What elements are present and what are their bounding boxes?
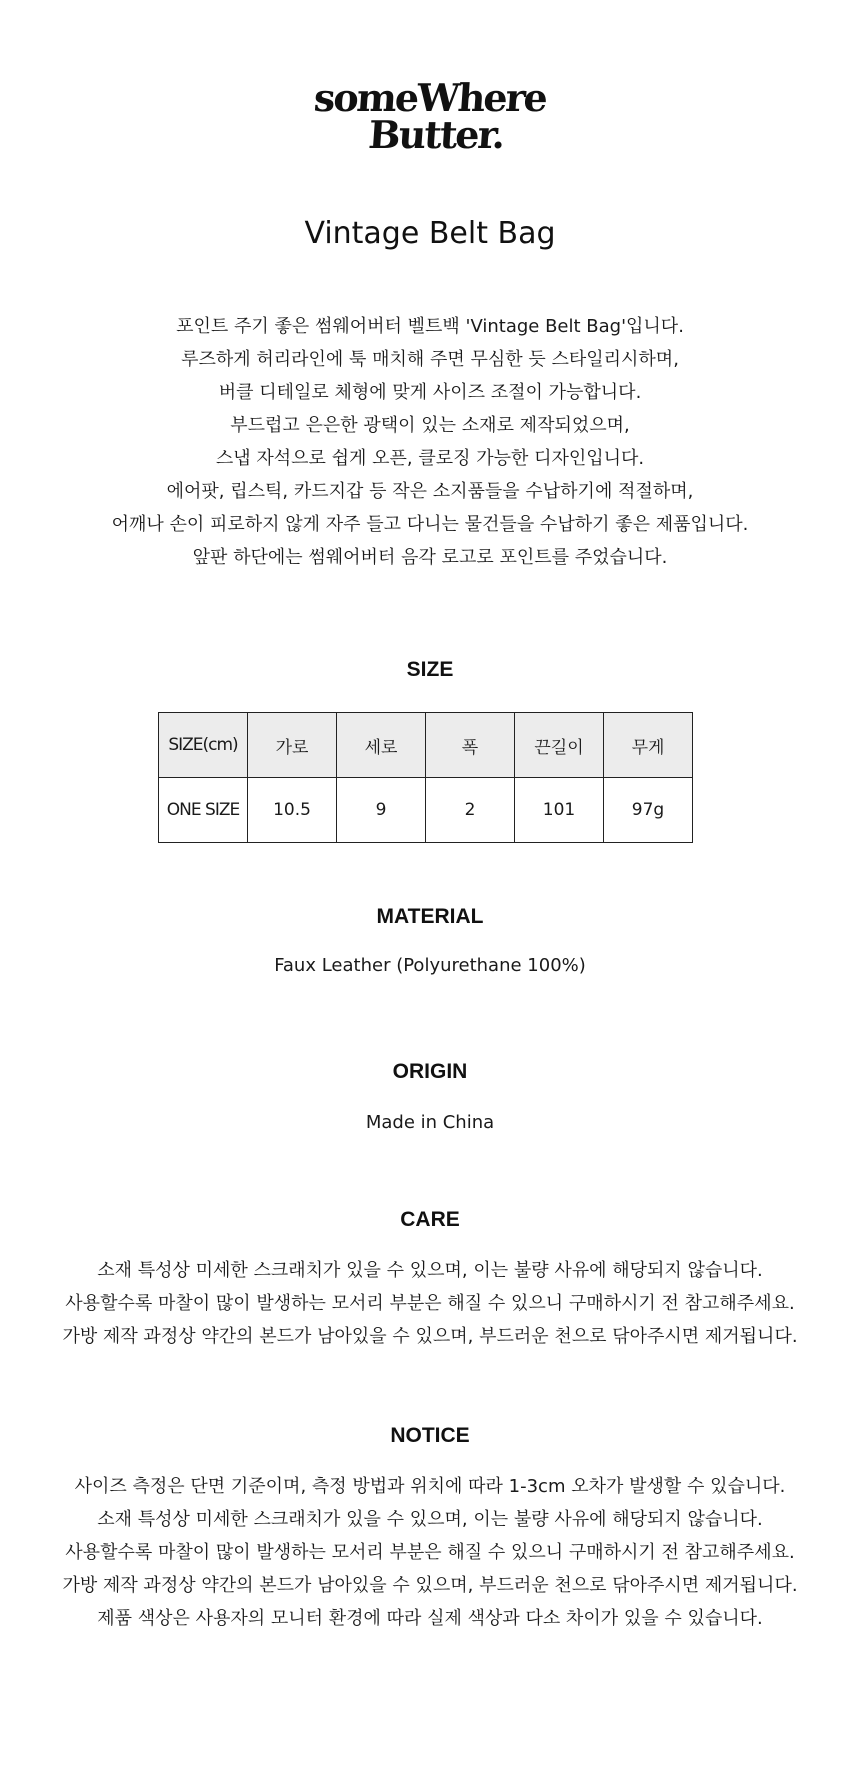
description-line: 루즈하게 허리라인에 툭 매치해 주면 무심한 듯 스타일리시하며, xyxy=(181,349,679,370)
notice-line: 제품 색상은 사용자의 모니터 환경에 따라 실제 색상과 다소 차이가 있을 수 있습니다. xyxy=(97,1608,763,1629)
size-table-header-cell: 폭 xyxy=(426,713,515,778)
size-table-cell: 101 xyxy=(515,778,604,843)
notice-line: 가방 제작 과정상 약간의 본드가 남아있을 수 있으며, 부드러운 천으로 닦아주시면 제거됩니다. xyxy=(62,1575,798,1596)
size-table xyxy=(158,712,693,843)
size-table-row xyxy=(159,778,693,843)
notice-line: 사용할수록 마찰이 많이 발생하는 모서리 부분은 해질 수 있으니 구매하시기 전 참고해주세요. xyxy=(65,1542,795,1563)
product-description xyxy=(0,310,860,574)
size-table-header-cell: 끈길이 xyxy=(515,713,604,778)
notice-heading: NOTICE xyxy=(390,1424,470,1447)
size-table-header-cell: 세로 xyxy=(337,713,426,778)
notice-text xyxy=(0,1470,860,1635)
size-table-header-cell: 무게 xyxy=(604,713,693,778)
description-line: 에어팟, 립스틱, 카드지갑 등 작은 소지품들을 수납하기에 적절하며, xyxy=(166,481,694,502)
size-table-header-row xyxy=(159,713,693,778)
size-table-cell: ONE SIZE xyxy=(159,778,248,843)
origin-heading: ORIGIN xyxy=(392,1060,468,1083)
notice-line: 소재 특성상 미세한 스크래치가 있을 수 있으며, 이는 불량 사유에 해당되지 않습니다. xyxy=(97,1509,763,1530)
logo-line-1: someWhere xyxy=(312,75,548,120)
care-text xyxy=(0,1254,860,1353)
brand-logo xyxy=(0,75,860,157)
care-line: 가방 제작 과정상 약간의 본드가 남아있을 수 있으며, 부드러운 천으로 닦아주시면 제거됩니다. xyxy=(62,1326,798,1347)
description-line: 버클 디테일로 체형에 맞게 사이즈 조절이 가능합니다. xyxy=(218,382,642,403)
care-line: 소재 특성상 미세한 스크래치가 있을 수 있으며, 이는 불량 사유에 해당되지 않습니다. xyxy=(97,1260,763,1281)
description-line: 앞판 하단에는 썸웨어버터 음각 로고로 포인트를 주었습니다. xyxy=(192,547,668,568)
description-line: 어깨나 손이 피로하지 않게 자주 들고 다니는 물건들을 수납하기 좋은 제품입니다. xyxy=(111,514,749,535)
care-line: 사용할수록 마찰이 많이 발생하는 모서리 부분은 해질 수 있으니 구매하시기 전 참고해주세요. xyxy=(65,1293,795,1314)
origin-text: Made in China xyxy=(365,1112,495,1133)
size-table-header-cell: 가로 xyxy=(248,713,337,778)
material-heading: MATERIAL xyxy=(376,905,484,928)
size-heading: SIZE xyxy=(406,658,454,681)
material-text: Faux Leather (Polyurethane 100%) xyxy=(274,955,586,976)
product-title: Vintage Belt Bag xyxy=(304,216,556,251)
description-line: 포인트 주기 좋은 썸웨어버터 벨트백 'Vintage Belt Bag'입니다. xyxy=(176,316,684,337)
description-line: 부드럽고 은은한 광택이 있는 소재로 제작되었으며, xyxy=(230,415,630,436)
size-table-header-cell: SIZE(cm) xyxy=(159,713,248,778)
size-table-cell: 2 xyxy=(426,778,515,843)
size-table-cell: 97g xyxy=(604,778,693,843)
notice-line: 사이즈 측정은 단면 기준이며, 측정 방법과 위치에 따라 1-3cm 오차가 발생할 수 있습니다. xyxy=(74,1476,786,1497)
logo-line-2: Butter. xyxy=(367,112,505,157)
size-table-cell: 9 xyxy=(337,778,426,843)
care-heading: CARE xyxy=(400,1208,460,1231)
size-table-cell: 10.5 xyxy=(248,778,337,843)
description-line: 스냅 자석으로 쉽게 오픈, 클로징 가능한 디자인입니다. xyxy=(215,448,645,469)
